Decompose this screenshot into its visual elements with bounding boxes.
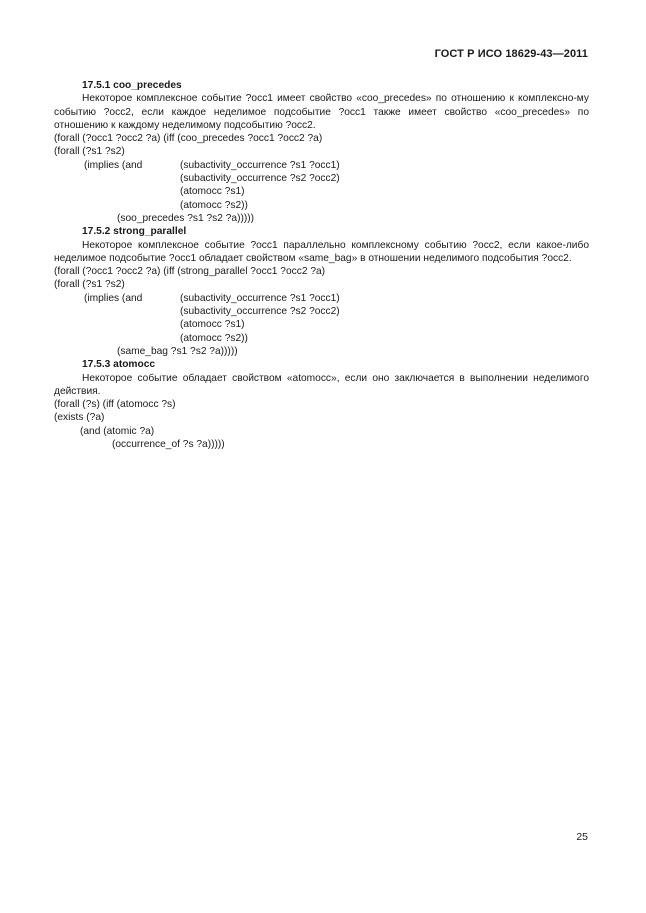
section-paragraph-coo-precedes: Некоторое комплексное событие ?occ1 имеет свойство «coo_precedes» по отношению к комплексно-му событию ?occ2, если каждое неделимое подсобытие ?occ1 также имеет свойство «coo_precedes» по отношению к каждому неделимому подсобытию ?occ2. <box>54 93 589 131</box>
code-implies-value: (subactivity_occurrence ?s1 ?occ1) <box>180 292 340 304</box>
code-line: (forall (?s1 ?s2) <box>54 146 125 158</box>
section-heading-strong-parallel: 17.5.2 strong_parallel <box>82 226 187 238</box>
section-heading-atomocc: 17.5.3 atomocc <box>82 359 156 371</box>
code-line: (forall (?occ1 ?occ2 ?a) (iff (strong_parallel ?occ1 ?occ2 ?a) <box>54 266 326 278</box>
code-implies-label: (implies (and <box>84 292 143 304</box>
code-line: (atomocc ?s1) <box>180 319 245 331</box>
page-number: 25 <box>576 831 588 843</box>
code-line: (same_bag ?s1 ?s2 ?a))))) <box>117 345 238 357</box>
section-heading-coo-precedes: 17.5.1 coo_precedes <box>82 80 182 91</box>
code-line: (forall (?s) (iff (atomocc ?s) <box>54 399 176 411</box>
section-paragraph-strong-parallel: Некоторое комплексное событие ?occ1 параллельно комплексному событию ?occ2, если какое-либо неделимое подсобытие ?occ1 обладает свойством «same_bag» в отношении неделимого подсобытия ?occ2. <box>54 239 589 264</box>
code-line: (atomocc ?s2)) <box>180 199 248 211</box>
code-line: (soo_precedes ?s1 ?s2 ?a))))) <box>117 212 255 224</box>
code-line: (forall (?occ1 ?occ2 ?a) (iff (coo_precedes ?occ1 ?occ2 ?a) <box>54 133 323 145</box>
code-line: (occurrence_of ?s ?a))))) <box>112 439 225 451</box>
code-implies-value: (subactivity_occurrence ?s1 ?occ1) <box>180 159 340 171</box>
code-line: (atomocc ?s1) <box>180 186 245 198</box>
document-header: ГОСТ Р ИСО 18629-43—2011 <box>434 48 588 60</box>
code-implies-label: (implies (and <box>84 159 143 171</box>
code-implies-row <box>54 159 589 172</box>
code-line: (and (atomic ?a) <box>80 425 155 437</box>
section-paragraph-atomocc: Некоторое событие обладает свойством «atomocc», если оно заключается в выполнении неделимого действия. <box>54 372 589 397</box>
code-line: (subactivity_occurrence ?s2 ?occ2) <box>180 306 340 318</box>
code-line: (atomocc ?s2)) <box>180 332 248 344</box>
code-implies-row <box>54 292 589 305</box>
code-line: (forall (?s1 ?s2) <box>54 279 125 291</box>
code-line: (subactivity_occurrence ?s2 ?occ2) <box>180 173 340 185</box>
code-line: (exists (?a) <box>54 412 105 424</box>
document-body <box>54 79 589 451</box>
